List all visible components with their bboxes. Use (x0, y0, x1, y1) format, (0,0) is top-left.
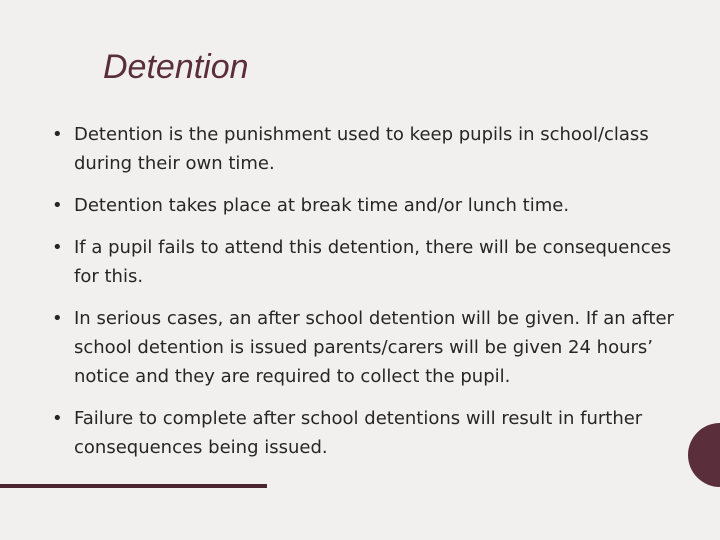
bullet-glyph: • (52, 237, 63, 258)
bullet-text: Detention takes place at break time and/or lunch time. (74, 195, 570, 216)
bullet-text: Failure to complete after school detentions will result in further consequences being issued. (74, 408, 643, 458)
bullet-item (52, 191, 682, 220)
bullet-item (52, 233, 682, 291)
decorative-corner-circle (688, 423, 720, 487)
bullet-text: In serious cases, an after school detention will be given. If an after school detention is issued parents/carers will be given 24 hours’ notice and they are required to collect the pupil. (74, 308, 674, 387)
bullet-item (52, 404, 682, 462)
bullet-item (52, 304, 682, 391)
slide-title: Detention (103, 48, 249, 86)
bullet-item (52, 120, 682, 178)
decorative-bottom-rule (0, 484, 267, 488)
bullet-list (52, 120, 682, 475)
bullet-glyph: • (52, 408, 63, 429)
bullet-glyph: • (52, 308, 63, 329)
bullet-glyph: • (52, 195, 63, 216)
bullet-text: Detention is the punishment used to keep pupils in school/class during their own time. (74, 124, 649, 174)
bullet-glyph: • (52, 124, 63, 145)
bullet-text: If a pupil fails to attend this detention, there will be consequences for this. (74, 237, 672, 287)
